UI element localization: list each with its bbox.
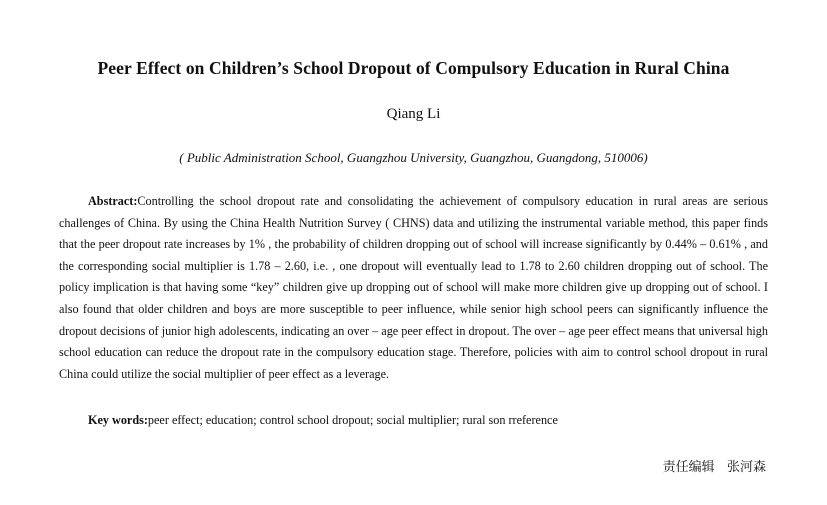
responsible-editor: 责任编辑 张河森 <box>662 460 766 475</box>
paper-title: Peer Effect on Children’s School Dropout of Compulsory Education in Rural China <box>97 58 730 78</box>
author-affiliation: ( Public Administration School, Guangzhou University, Guangzhou, Guangdong, 510006) <box>179 150 648 165</box>
abstract-paragraph <box>59 191 768 385</box>
author-name: Qiang Li <box>386 106 441 122</box>
abstract-text: Controlling the school dropout rate and consolidating the achievement of compulsory education in rural areas are serious challenges of China. By using the China Health Nutrition Survey ( CHNS) data and utilizing the instrumental variable method, this paper finds that the peer dropout rate increases by 1% , the probability of children dropping out of school will increase significantly by 0.44% – 0.61% , and the corresponding social multiplier is 1.78 – 2.60, i.e. , one dropout will eventually lead to 1.78 to 2.60 children dropping out of school. The policy implication is that having some “key” children give up dropping out of school will make more children give up dropping out of school. I also found that older children and boys are more susceptible to peer influence, while senior high school peers can significantly influence the dropout decisions of junior high adolescents, indicating an over – age peer effect in dropout. The over – age peer effect means that universal high school education can reduce the dropout rate in the compulsory education stage. Therefore, policies with aim to control school dropout in rural China could utilize the social multiplier of peer effect as a leverage. <box>59 194 768 381</box>
abstract-label: Abstract: <box>88 194 138 208</box>
keywords-paragraph <box>88 410 768 432</box>
keywords-text: peer effect; education; control school dropout; social multiplier; rural son rreference <box>147 413 558 427</box>
keywords-label: Key words: <box>88 413 148 427</box>
